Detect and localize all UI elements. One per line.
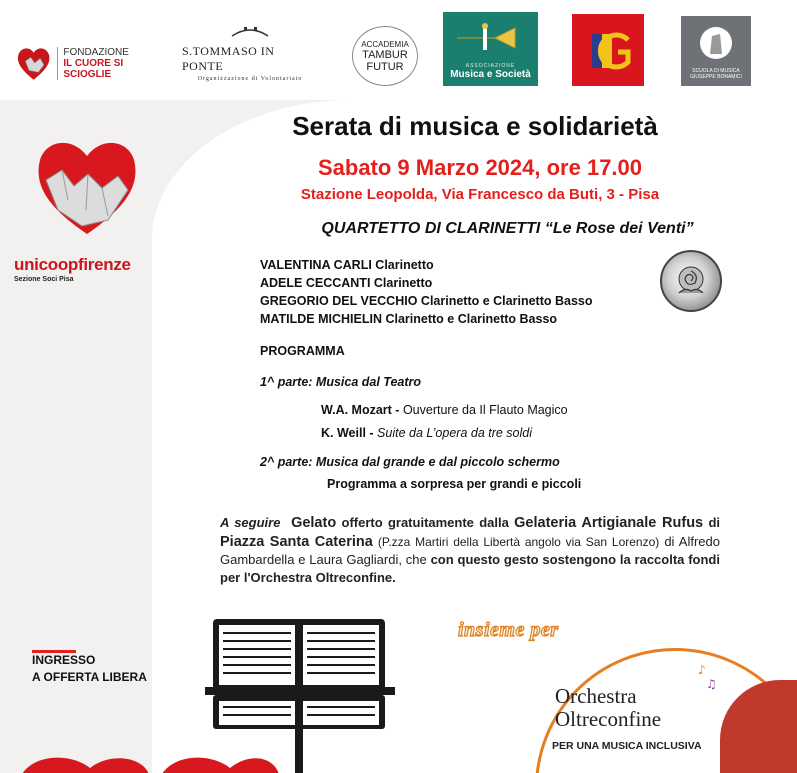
event-venue: Stazione Leopolda, Via Francesco da Buti, 3 - Pisa	[300, 186, 660, 203]
scuola-line1: SCUOLA DI MUSICA	[692, 68, 740, 74]
s-tommaso-sub: Organizzazione di Volontariato	[197, 76, 303, 82]
fondazione-line1: FONDAZIONE	[63, 46, 129, 58]
heart-icon	[16, 43, 51, 83]
svg-text:♫: ♫	[706, 677, 717, 690]
orchestra-line2: Oltreconfine	[555, 707, 662, 731]
coop-name: unicoopfirenze	[14, 255, 131, 274]
event-title: Serata di musica e solidarietà	[292, 111, 658, 141]
coop-sub: Sezione Soci Pisa	[14, 276, 74, 283]
insieme-per-tagline: insieme per	[458, 619, 559, 641]
tamburi-line1: ACCADEMIA	[361, 39, 409, 49]
program-item: K. Weill - Suite da L’opera da tre soldi	[321, 426, 533, 440]
ingresso-note: INGRESSO A OFFERTA LIBERA	[32, 653, 147, 684]
member-row: GREGORIO DEL VECCHIO Clarinetto e Clarinetto Basso	[260, 294, 593, 308]
orchestra-line1: Orchestra	[555, 684, 637, 708]
program-part2-title: 2^ parte: Musica dal grande e dal piccolo schermo	[260, 455, 560, 469]
tamburi-line3: FUTUR	[366, 60, 404, 73]
bottom-hearts-decoration	[20, 738, 280, 773]
follow-paragraph: A seguire Gelato offerto gratuitamente dalla Gelateria Artigianale Rufus di Piazza Santa Caterina (P.zza Martiri della Libertà angolo via San Lorenzo) di Alfredo Gambardella e Laura Gagliardi, che con questo gesto sostengono la raccolta fondi per l'Orchestra Oltreconfine.	[220, 515, 721, 585]
tamburi-futuri-logo	[352, 26, 418, 86]
coop-logo	[14, 255, 131, 283]
scuola-line2: GIUSEPPE BONAMICI	[690, 74, 742, 80]
program-part1-title: 1^ parte: Musica dal Teatro	[260, 375, 422, 389]
musica-societa-small: ASSOCIAZIONE	[465, 63, 516, 69]
s-tommaso-name: S.TOMMASO IN PONTE	[182, 44, 275, 73]
musica-e-societa-logo	[443, 12, 538, 86]
event-date: Sabato 9 Marzo 2024, ore 17.00	[317, 155, 643, 180]
music-notes-icon	[696, 662, 722, 690]
trumpet-icon	[455, 20, 525, 56]
fondazione-logo	[16, 38, 166, 88]
scuola-musica-logo	[681, 16, 751, 86]
fondazione-line2: IL CUORE SI SCIOGLIE	[63, 57, 124, 80]
cg-logo	[572, 14, 644, 86]
orchestra-line3: PER UNA MUSICA INCLUSIVA	[552, 740, 702, 752]
ensemble-name: QUARTETTO DI CLARINETTI “Le Rose dei Venti”	[321, 220, 694, 237]
member-row: MATILDE MICHIELIN Clarinetto e Clarinetto Basso	[260, 312, 558, 326]
member-row: ADELE CECCANTI Clarinetto	[260, 276, 433, 290]
members-list	[260, 256, 593, 328]
logo-strip	[0, 0, 797, 100]
cg-logo-icon	[578, 20, 638, 80]
member-row: VALENTINA CARLI Clarinetto	[260, 258, 434, 272]
s-tommaso-logo	[182, 24, 318, 80]
tamburi-line2: TAMBUR	[362, 48, 408, 61]
heart-icon	[32, 130, 142, 240]
program-item: W.A. Mozart - Ouverture da Il Flauto Magico	[321, 403, 568, 417]
svg-text:♪: ♪	[698, 663, 706, 677]
bridge-icon	[230, 24, 270, 38]
program-part2-item: Programma a sorpresa per grandi e piccoli	[327, 477, 582, 491]
statue-icon	[698, 26, 734, 60]
program-heading: PROGRAMMA	[260, 344, 345, 358]
rose-icon	[660, 250, 722, 312]
musica-societa-name: Musica e Società	[450, 69, 531, 80]
